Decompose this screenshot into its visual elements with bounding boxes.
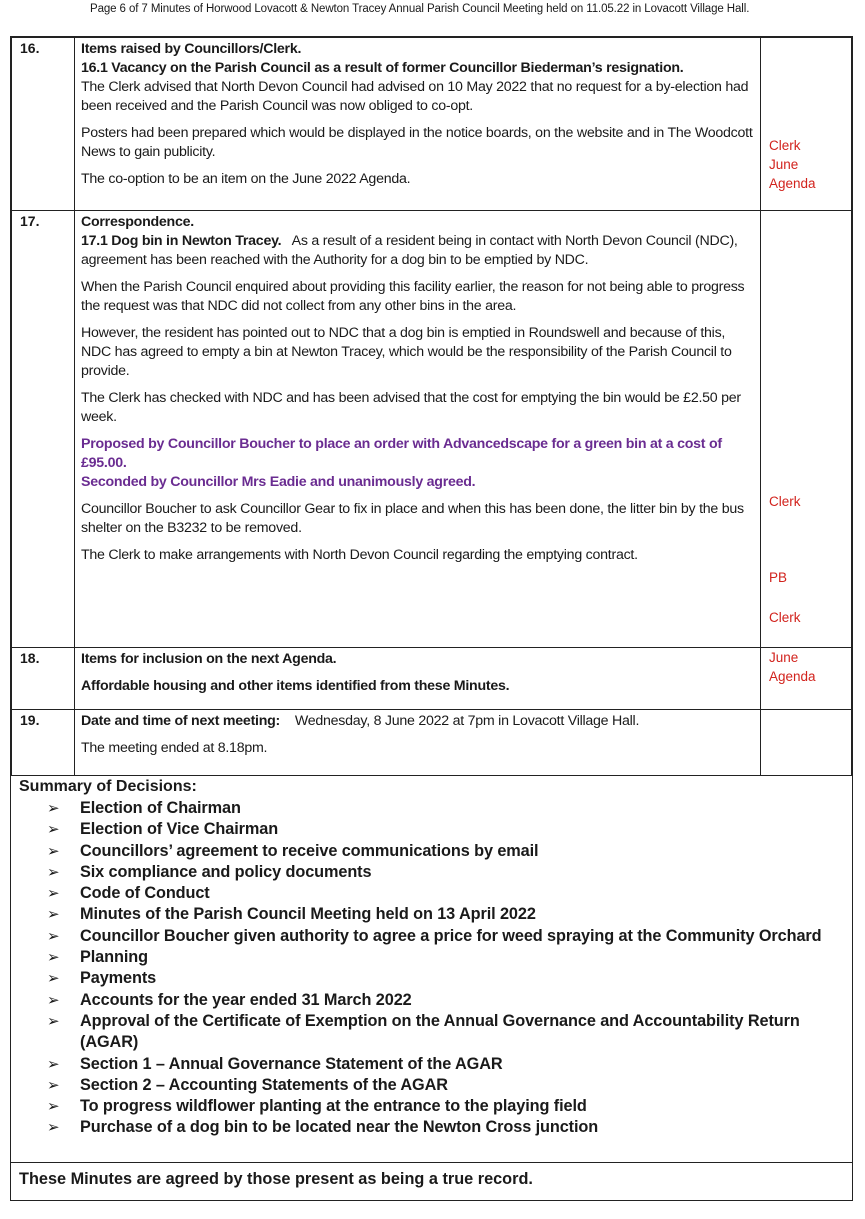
item-subtext: As a result of a resident being in contact with North Devon Council (NDC), agreement has been reached with the Authority for a dog bin to be emptied by NDC.: [81, 233, 738, 268]
arrow-bullet-icon: ➢: [47, 1012, 60, 1030]
item-bold-text: Affordable housing and other items identified from these Minutes.: [81, 678, 510, 694]
arrow-bullet-icon: ➢: [47, 1098, 60, 1116]
list-item: [47, 1096, 847, 1117]
item-paragraph: Posters had been prepared which would be displayed in the notice boards, on the website and in The Woodcott News to gain publicity.: [81, 125, 753, 160]
decision-text: Section 1 – Annual Governance Statement of the AGAR: [80, 1054, 503, 1073]
proposal-text: Proposed by Councillor Boucher to place an order with Advancedscape for a green bin at a cost of £95.00.: [81, 436, 722, 471]
list-item: [47, 1075, 847, 1096]
item-paragraph: When the Parish Council enquired about providing this facility earlier, the reason for not being able to progress the request was that NDC did not collect from any other bins in the area.: [81, 279, 745, 314]
page-header: Page 6 of 7 Minutes of Horwood Lovacott & Newton Tracey Annual Parish Council Meeting held on 11.05.22 in Lovacott Village Hall.: [90, 3, 750, 15]
decision-text: Councillors’ agreement to receive communications by email: [80, 841, 539, 860]
action-column: [761, 38, 852, 211]
summary-title: Summary of Decisions:: [19, 778, 197, 795]
item-paragraph: The Clerk to make arrangements with North Devon Council regarding the emptying contract.: [81, 547, 638, 563]
item-paragraph: Councillor Boucher to ask Councillor Gear to fix in place and when this has been done, the litter bin by the bus shelter on the B3232 to be removed.: [81, 501, 744, 536]
minutes-sheet: [10, 36, 853, 1201]
item-number: 19.: [12, 710, 75, 776]
item-paragraph: However, the resident has pointed out to NDC that a dog bin is emptied in Roundswell and because of this, NDC has agreed to empty a bin at Newton Tracey, which would be the responsibility of the Parish Council to provide.: [81, 325, 732, 379]
arrow-bullet-icon: ➢: [47, 885, 60, 903]
item-paragraph: The Clerk has checked with NDC and has been advised that the cost for emptying the bin would be £2.50 per week.: [81, 390, 741, 425]
list-item: [47, 798, 847, 819]
list-item: [47, 841, 847, 862]
action-column: [761, 710, 852, 776]
item-subtitle: 16.1 Vacancy on the Parish Council as a result of former Councillor Biederman’s resignation.: [81, 60, 684, 76]
decision-text: Minutes of the Parish Council Meeting held on 13 April 2022: [80, 905, 536, 924]
item-body: [75, 38, 761, 211]
action-label: Clerk: [769, 494, 801, 509]
item-paragraph: The co-option to be an item on the June 2022 Agenda.: [81, 171, 411, 187]
list-item: [47, 883, 847, 904]
arrow-bullet-icon: ➢: [47, 1055, 60, 1073]
decision-text: To progress wildflower planting at the entrance to the playing field: [80, 1097, 587, 1116]
table-row: [12, 211, 852, 648]
action-label: Clerk: [769, 138, 801, 153]
list-item: [47, 1054, 847, 1075]
table-row: [12, 710, 852, 776]
arrow-bullet-icon: ➢: [47, 821, 60, 839]
arrow-bullet-icon: ➢: [47, 1119, 60, 1137]
action-label: June: [769, 157, 799, 172]
table-row: [12, 648, 852, 710]
action-label: June: [769, 650, 799, 665]
arrow-bullet-icon: ➢: [47, 991, 60, 1009]
list-item: [47, 947, 847, 968]
decision-text: Payments: [80, 969, 157, 988]
action-label: PB: [769, 570, 788, 585]
decision-text: Accounts for the year ended 31 March 2022: [80, 990, 412, 1009]
arrow-bullet-icon: ➢: [47, 927, 60, 945]
item-title-rest: Wednesday, 8 June 2022 at 7pm in Lovacott Village Hall.: [294, 713, 640, 729]
item-body: [75, 648, 761, 710]
item-body: [75, 710, 761, 776]
minutes-table: [11, 37, 852, 776]
agreement-statement: These Minutes are agreed by those present as being a true record.: [19, 1170, 533, 1188]
decision-text: Election of Chairman: [80, 799, 241, 817]
arrow-bullet-icon: ➢: [47, 970, 60, 988]
action-column: [761, 648, 852, 710]
item-number: 17.: [12, 211, 75, 648]
list-item: [47, 1011, 847, 1054]
arrow-bullet-icon: ➢: [47, 863, 60, 881]
item-title: Correspondence.: [81, 214, 194, 230]
item-paragraph: [81, 712, 754, 731]
list-item: [47, 862, 847, 883]
item-paragraph: The meeting ended at 8.18pm.: [81, 740, 268, 756]
decision-text: Planning: [80, 948, 148, 967]
item-subtitle: 17.1 Dog bin in Newton Tracey.: [81, 233, 282, 249]
item-number: 16.: [12, 38, 75, 211]
decision-text: Section 2 – Accounting Statements of the AGAR: [80, 1075, 448, 1094]
summary-of-decisions: [11, 776, 852, 1163]
decision-list: [47, 798, 847, 1139]
action-label: Agenda: [769, 176, 816, 191]
item-body: [75, 211, 761, 648]
seconded-text: Seconded by Councillor Mrs Eadie and unanimously agreed.: [81, 474, 476, 490]
list-item: [47, 819, 847, 840]
item-title: Items for inclusion on the next Agenda.: [81, 651, 337, 667]
list-item: [47, 968, 847, 989]
item-title: Items raised by Councillors/Clerk.: [81, 41, 302, 57]
table-row: [12, 38, 852, 211]
decision-text: Election of Vice Chairman: [80, 820, 279, 839]
item-paragraph: The Clerk advised that North Devon Council had advised on 10 May 2022 that no request for a by-election had been received and the Parish Council was now obliged to co-opt.: [81, 79, 749, 114]
item-number: 18.: [12, 648, 75, 710]
decision-text: Councillor Boucher given authority to agree a price for weed spraying at the Community Orchard: [80, 926, 822, 945]
list-item: [47, 1117, 847, 1138]
list-item: [47, 904, 847, 925]
decision-text: Approval of the Certificate of Exemption on the Annual Governance and Accountability Return (AGAR): [80, 1011, 800, 1052]
arrow-bullet-icon: ➢: [47, 1076, 60, 1094]
arrow-bullet-icon: ➢: [47, 800, 60, 817]
list-item: [47, 926, 847, 947]
arrow-bullet-icon: ➢: [47, 842, 60, 860]
arrow-bullet-icon: ➢: [47, 906, 60, 924]
arrow-bullet-icon: ➢: [47, 949, 60, 967]
item-title: Date and time of next meeting:: [81, 713, 281, 729]
list-item: [47, 990, 847, 1011]
decision-text: Purchase of a dog bin to be located near the Newton Cross junction: [80, 1118, 599, 1137]
decision-text: Six compliance and policy documents: [80, 862, 372, 881]
item-paragraph: [81, 232, 754, 270]
action-column: [761, 211, 852, 648]
decision-text: Code of Conduct: [80, 884, 210, 903]
action-label: Agenda: [769, 669, 816, 684]
action-label: Clerk: [769, 610, 801, 625]
